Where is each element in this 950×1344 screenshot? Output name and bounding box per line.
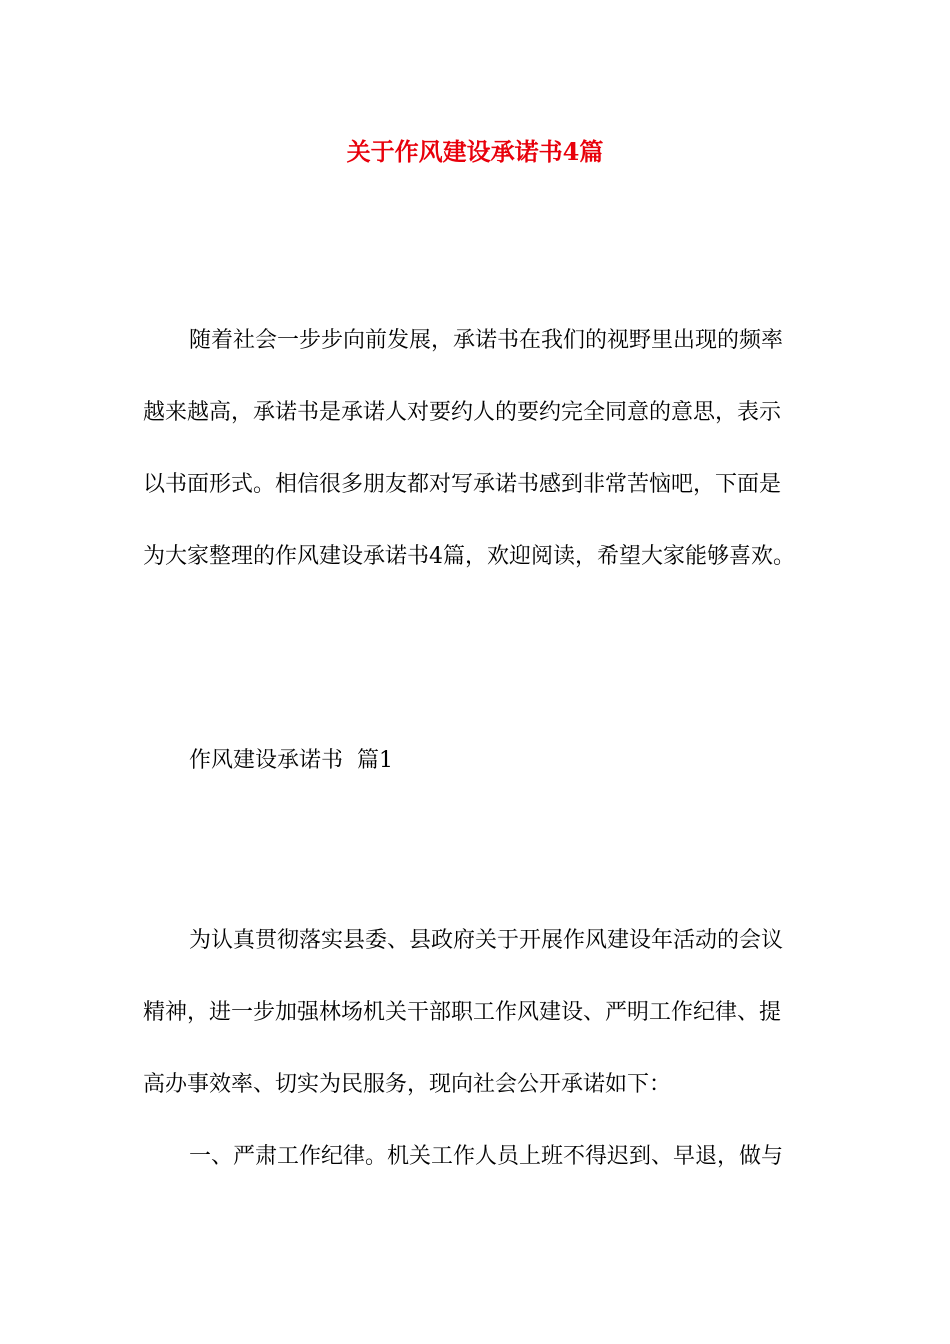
intro-line: 以书面形式。相信很多朋友都对写承诺书感到非常苦恼吧，下面是 [143,472,782,497]
intro-line: 为大家整理的作风建设承诺书4篇，欢迎阅读，希望大家能够喜欢。 [143,544,795,569]
section-line: 精神，进一步加强林场机关干部职工作风建设、严明工作纪律、提 [143,1000,782,1025]
intro-paragraph [143,305,813,593]
section-line: 为认真贯彻落实县委、县政府关于开展作风建设年活动的会议 [189,928,784,953]
section-heading: 作风建设承诺书 篇1 [189,748,393,773]
section-paragraph [143,905,813,1121]
item-paragraph [143,1121,813,1193]
item-line: 一、严肃工作纪律。机关工作人员上班不得迟到、早退，做与 [189,1144,784,1169]
intro-line: 越来越高，承诺书是承诺人对要约人的要约完全同意的意思，表示 [143,400,782,425]
document-title: 关于作风建设承诺书4篇 [346,137,604,166]
intro-line: 随着社会一步步向前发展，承诺书在我们的视野里出现的频率 [189,328,784,353]
section-line: 高办事效率、切实为民服务，现向社会公开承诺如下： [143,1072,672,1097]
